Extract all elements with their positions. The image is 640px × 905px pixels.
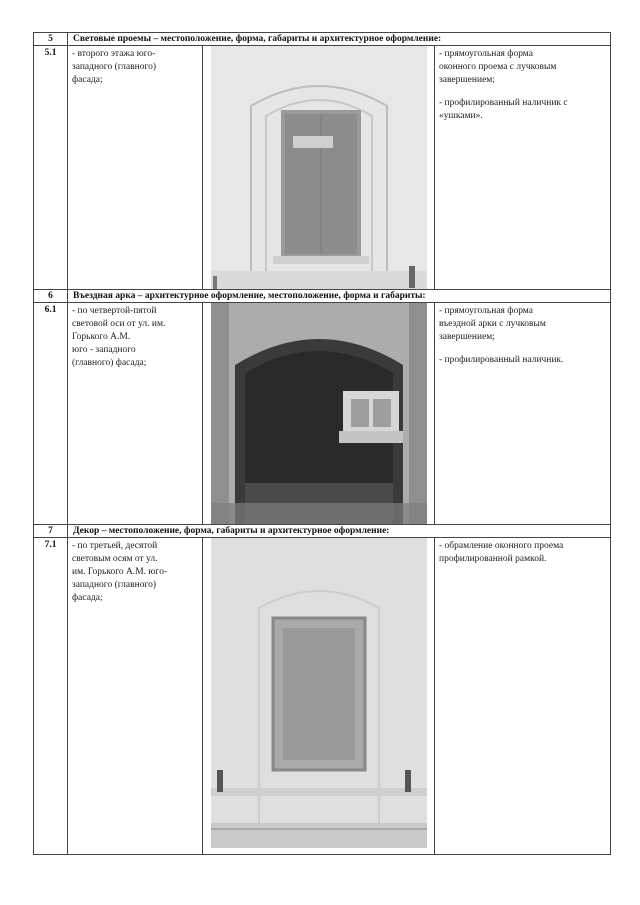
section-title: Декор – местоположение, форма, габариты и архитектурное оформление: <box>68 525 611 538</box>
table-row <box>34 303 611 525</box>
section-number: 5 <box>34 33 68 46</box>
item-description: - обрамление оконного проема профилированной рамкой. <box>435 538 611 855</box>
photo-cell <box>203 46 435 290</box>
item-description: - прямоугольная форма въездной арки с лучковым завершением; - профилированный наличник. <box>435 303 611 525</box>
window-frame-photo <box>211 538 427 848</box>
section-title: Световые проемы – местоположение, форма, габариты и архитектурное оформление: <box>68 33 611 46</box>
section-number: 6 <box>34 290 68 303</box>
item-number: 5.1 <box>34 46 68 290</box>
table-row <box>34 538 611 855</box>
window-photo <box>211 46 427 289</box>
document-table <box>33 32 611 855</box>
item-description: - прямоугольная форма оконного проема с лучковым завершением; - профилированный наличник с «ушками». <box>435 46 611 290</box>
photo-cell <box>203 538 435 855</box>
section-header-row <box>34 33 611 46</box>
item-location: - по третьей, десятой световым осям от ул. им. Горького А.М. юго- западного (главного) фасада; <box>68 538 203 855</box>
section-header-row <box>34 290 611 303</box>
section-header-row <box>34 525 611 538</box>
section-number: 7 <box>34 525 68 538</box>
table-row <box>34 46 611 290</box>
photo-cell <box>203 303 435 525</box>
item-number: 7.1 <box>34 538 68 855</box>
item-location: - второго этажа юго- западного (главного) фасада; <box>68 46 203 290</box>
item-location: - по четвертой-пятой световой оси от ул. им. Горького А.М. юго - западного (главного) фасада; <box>68 303 203 525</box>
item-number: 6.1 <box>34 303 68 525</box>
section-title: Въездная арка – архитектурное оформление, местоположение, форма и габариты: <box>68 290 611 303</box>
arch-photo <box>211 303 427 524</box>
